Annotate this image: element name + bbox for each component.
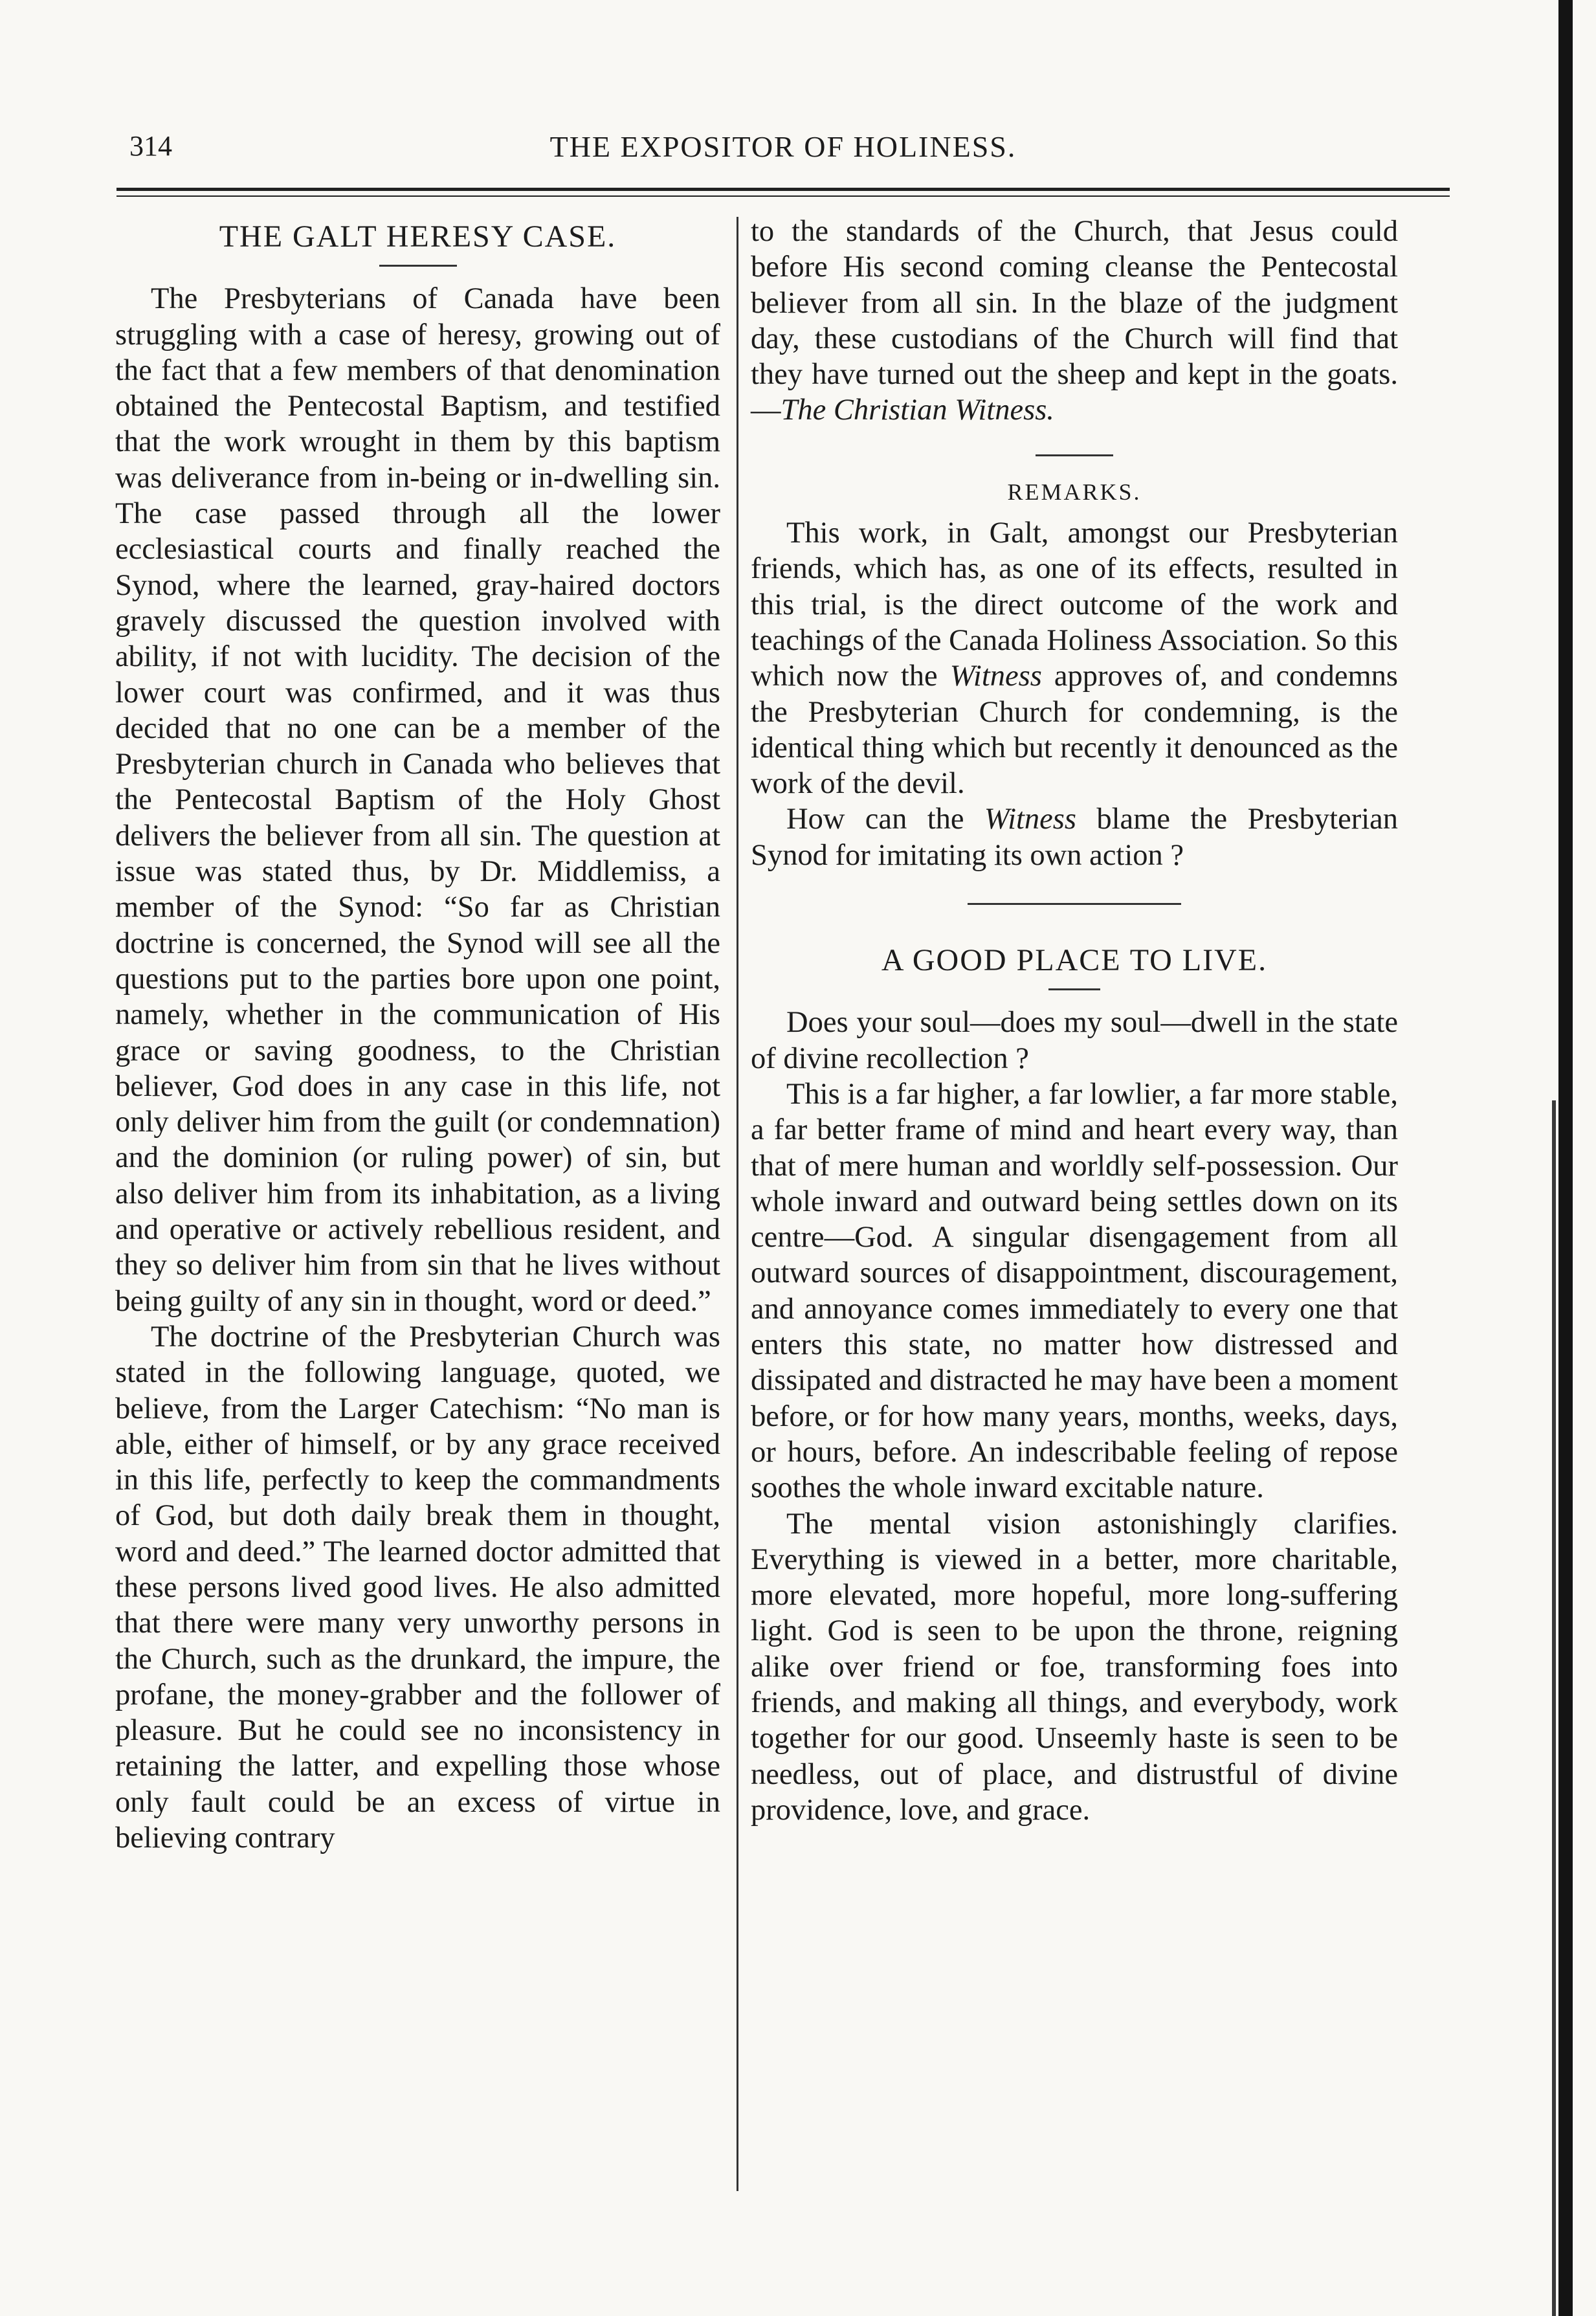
article-title-good-place: A GOOD PLACE TO LIVE. (881, 943, 1268, 978)
remarks-heading: REMARKS. (1007, 478, 1142, 505)
source-citation: The Christian Witness. (781, 394, 1054, 427)
article-paragraph: This is a far higher, a far lowlier, a far more stable, a far better frame of mind and heart every way, than that of mere human and worldly self-possession. Our whole inward and outward being settles down on its centre—God. A singular disengagement from all outward sources of disappointment, discouragement, and annoyance comes immediately to every one that enters this state, no matter how distressed and dissipated and distracted he may have been a moment before, or for how many years, months, weeks, days, or hours, before. An indescribable feeling of repose soothes the whole inward excitable nature. (751, 1077, 1398, 1505)
page-number: 314 (129, 130, 172, 162)
remarks-paragraph: How can the Witness blame the Presbyterian Synod for imitating its own action ? (751, 803, 1399, 872)
remarks-paragraph: This work, in Galt, amongst our Presbyterian friends, which has, as one of its effects, resulted in this trial, is the direct outcome of the work and teachings of the Canada Holiness Association. So this which now the Witness approves of, and condemns the Presbyterian Church for condemning, is the identical thing which but recently it denounced as the work of the devil. (751, 517, 1398, 801)
header-rule-thin (116, 195, 1450, 197)
article-paragraph: Does your soul—does my soul—dwell in the state of divine recollection ? (751, 1006, 1398, 1075)
article-paragraph: The mental vision astonishingly clarifies. Everything is viewed in a better, more charitable, more elevated, more hopeful, more long-suffering light. God is seen to be upon the throne, reigning alike over friend or foe, transforming foes into friends, and making all things, and everybody, work together for our good. Unseemly haste is seen to be needless, out of place, and distrustful of divine providence, love, and grace. (751, 1507, 1398, 1827)
article-paragraph: The doctrine of the Presbyterian Church was stated in the following language, quoted, we believe, from the Larger Catechism: “No man is able, either of himself, or by any grace received in this life, perfectly to keep the commandments of God, but doth daily break them in thought, word and deed.” The learned doctor admitted that these persons lived good lives. He also admitted that there were many very unworthy persons in the Church, such as the drunkard, the impure, the profane, the money-grabber and the follower of pleasure. But he could see no inconsistency in retaining the latter, and expelling those whose only fault could be an excess of virtue in believing contrary (115, 1320, 720, 1855)
left-column (115, 214, 720, 1856)
page-edge-shadow (1552, 1100, 1556, 2316)
running-title: THE EXPOSITOR OF HOLINESS. (549, 130, 1017, 163)
article-continuation: to the standards of the Church, that Jesus could before His second coming cleanse the Pentecostal believer from all sin. In the blaze of the judgment day, these custodians of the Church will find that they have turned out the sheep and kept in the goats.—The Christian Witness. (751, 215, 1398, 427)
article-paragraph: The Presbyterians of Canada have been struggling with a case of heresy, growing out of the fact that a few members of that denomination obtained the Pentecostal Baptism, and testified that the work wrought in them by this baptism was deliverance from in-being or in-dwelling sin. The case passed through all the lower ecclesiastical courts and finally reached the Synod, where the learned, gray-haired doctors gravely discussed the question involved with ability, if not with lucidity. The decision of the lower court was confirmed, and it was thus decided that no one can be a member of the Presbyterian church in Canada who believes that the Pentecostal Baptism of the Holy Ghost delivers the believer from all sin. The question at issue was stated thus, by Dr. Middlemiss, a member of the Synod: “So far as Christian doctrine is concerned, the Synod will see all the questions put to the parties bore upon one point, namely, whether in the communication of His grace or saving goodness, to the Christian believer, God does in any case in this life, not only deliver him from the guilt (or condemnation) and the dominion (or ruling power) of sin, but also deliver him from its inhabitation, as a living and operative or actively rebellious resident, and they so deliver him from sin that he lives without being guilty of any sin in thought, word or deed.” (115, 282, 720, 1318)
page-edge-bar (1558, 0, 1573, 2316)
column-divider (737, 217, 738, 2191)
page-header (110, 129, 1456, 175)
header-rule-thick (116, 188, 1450, 191)
title-divider (1048, 988, 1100, 990)
article-title-galt-heresy: THE GALT HERESY CASE. (219, 219, 617, 254)
section-divider (1036, 454, 1113, 456)
title-divider (379, 265, 457, 267)
right-column (751, 214, 1398, 1828)
article-divider (968, 903, 1181, 905)
